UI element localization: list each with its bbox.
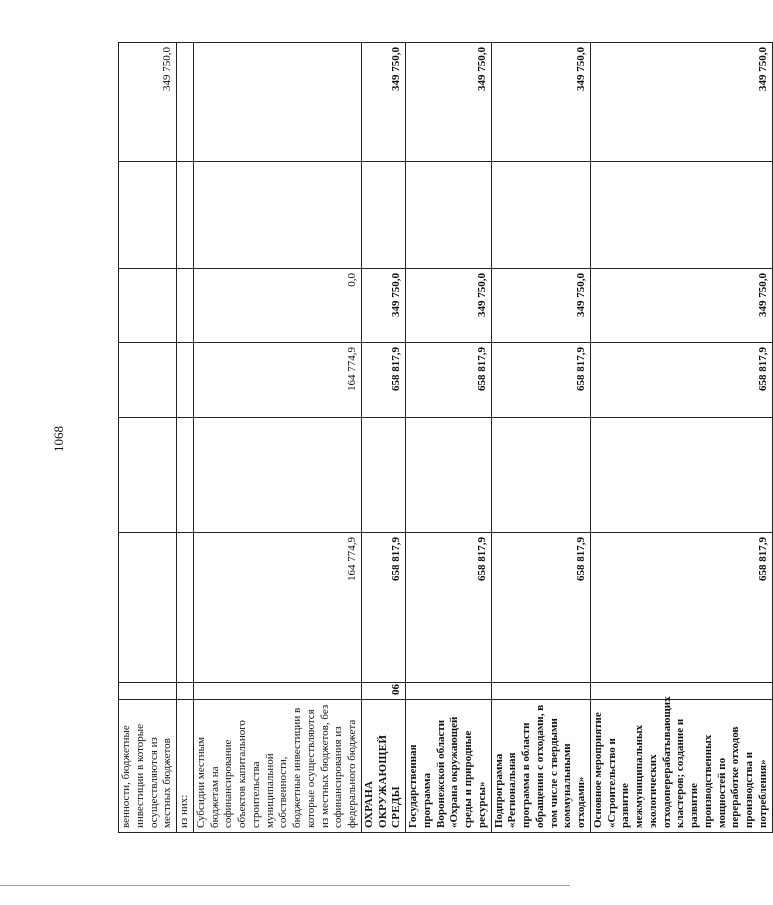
table-row bbox=[177, 43, 194, 833]
row-col6-cell: 349 750,0 bbox=[590, 269, 772, 343]
row-col8-cell: 349 750,0 bbox=[406, 43, 492, 162]
row-col5-cell bbox=[177, 343, 194, 418]
row-col8-cell bbox=[177, 43, 194, 162]
row-col5-cell: 658 817,9 bbox=[406, 343, 492, 418]
row-col4-cell bbox=[177, 418, 194, 533]
row-col6-cell: 349 750,0 bbox=[406, 269, 492, 343]
row-name-cell: Субсидии местным бюджетам на софинансирование объектов капитального строительства муниципальной собственности, бюджетные инвестиции в которые осуществляются из местных бюджетов, без софинансирования из федерального бюджета bbox=[193, 700, 361, 833]
row-col7-cell bbox=[361, 162, 405, 269]
row-col5-cell: 658 817,9 bbox=[590, 343, 772, 418]
row-col7-cell bbox=[406, 162, 492, 269]
row-total-cell: 658 817,9 bbox=[590, 533, 772, 683]
table-row bbox=[361, 43, 405, 833]
table-row bbox=[590, 43, 772, 833]
row-col8-cell: 349 750,0 bbox=[119, 43, 177, 162]
row-col6-cell bbox=[177, 269, 194, 343]
table-row bbox=[491, 43, 590, 833]
row-name-cell: Государственная программа Воронежской области «Охрана окружающей среды и природные ресурсы» bbox=[406, 700, 492, 833]
row-total-cell bbox=[119, 533, 177, 683]
row-col7-cell bbox=[193, 162, 361, 269]
row-col8-cell: 349 750,0 bbox=[590, 43, 772, 162]
row-name-cell: из них: bbox=[177, 700, 194, 833]
table-row bbox=[193, 43, 361, 833]
row-col6-cell: 349 750,0 bbox=[491, 269, 590, 343]
footer-divider bbox=[0, 885, 570, 886]
table-row bbox=[406, 43, 492, 833]
row-name-cell: ОХРАНА ОКРУЖАЮЩЕЙ СРЕДЫ bbox=[361, 700, 405, 833]
row-col4-cell bbox=[193, 418, 361, 533]
row-name-cell: Основное мероприятие «Строительство и развитие межмуниципальных экологических отходоперерабатывающих кластеров; создание и развитие производственных мощностей по переработке отходов производства и потребления» bbox=[590, 700, 772, 833]
row-col5-cell: 164 774,9 bbox=[193, 343, 361, 418]
row-col4-cell bbox=[361, 418, 405, 533]
row-col7-cell bbox=[590, 162, 772, 269]
row-col8-cell: 349 750,0 bbox=[491, 43, 590, 162]
row-col5-cell bbox=[119, 343, 177, 418]
row-code-cell bbox=[119, 683, 177, 700]
row-name-cell: венности, бюджетные инвестиции в которые осуществляются из местных бюджетов bbox=[119, 700, 177, 833]
row-col6-cell bbox=[119, 269, 177, 343]
page-number: 1068 bbox=[51, 426, 66, 452]
row-col4-cell bbox=[119, 418, 177, 533]
row-code-cell bbox=[491, 683, 590, 700]
row-col7-cell bbox=[119, 162, 177, 269]
row-total-cell: 658 817,9 bbox=[361, 533, 405, 683]
row-code-cell: 06 bbox=[361, 683, 405, 700]
row-name-cell: Подпрограмма «Региональная программа в области обращения с отходами, в том числе с твердыми коммунальными отходами» bbox=[491, 700, 590, 833]
row-code-cell bbox=[177, 683, 194, 700]
row-col6-cell: 349 750,0 bbox=[361, 269, 405, 343]
row-col5-cell: 658 817,9 bbox=[491, 343, 590, 418]
row-code-cell bbox=[406, 683, 492, 700]
row-col7-cell bbox=[177, 162, 194, 269]
table-row bbox=[119, 43, 177, 833]
row-col6-cell: 0,0 bbox=[193, 269, 361, 343]
row-col8-cell: 349 750,0 bbox=[361, 43, 405, 162]
row-col7-cell bbox=[491, 162, 590, 269]
row-col4-cell bbox=[491, 418, 590, 533]
row-code-cell bbox=[193, 683, 361, 700]
row-code-cell bbox=[590, 683, 772, 700]
row-total-cell bbox=[177, 533, 194, 683]
budget-table bbox=[118, 42, 773, 833]
row-col4-cell bbox=[406, 418, 492, 533]
row-col5-cell: 658 817,9 bbox=[361, 343, 405, 418]
row-col4-cell bbox=[590, 418, 772, 533]
row-total-cell: 164 774,9 bbox=[193, 533, 361, 683]
rotated-table-container bbox=[118, 43, 769, 833]
row-total-cell: 658 817,9 bbox=[406, 533, 492, 683]
row-col8-cell bbox=[193, 43, 361, 162]
row-total-cell: 658 817,9 bbox=[491, 533, 590, 683]
